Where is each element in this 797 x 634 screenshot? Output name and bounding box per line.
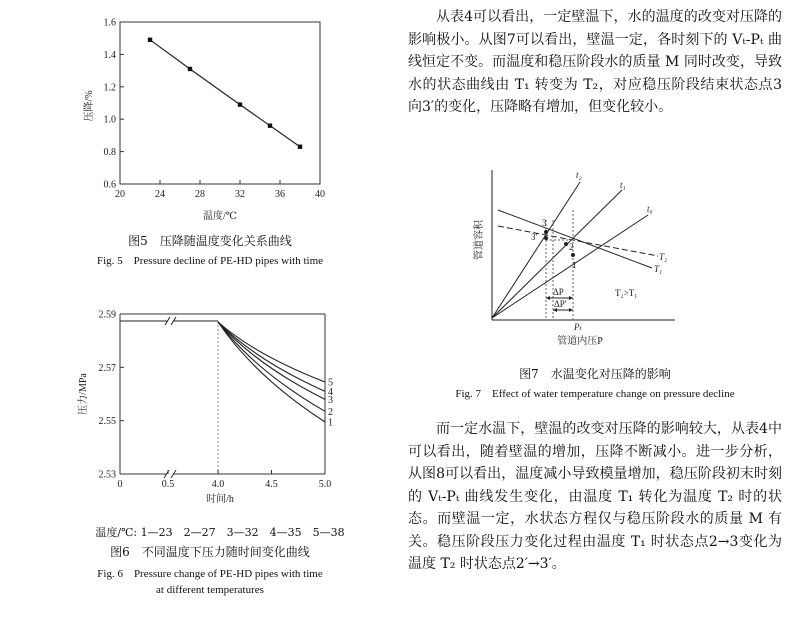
fig6-xtick-label: 4.0: [211, 479, 225, 490]
fig5-ytick-label: 1.2: [103, 82, 116, 94]
fig7-point-1: [571, 253, 575, 257]
fig6-xtick-label: 4.5: [265, 479, 278, 490]
fig5-data-point: [298, 145, 302, 149]
fig7-caption-cn: 图7 水温变化对压降的影响: [519, 367, 671, 381]
fig6-caption-en-2: at different temperatures: [156, 584, 264, 596]
fig6-series-line-4: [218, 322, 325, 391]
fig7-label-Pt: Pₜ: [574, 322, 582, 332]
fig5-ytick-label: 0.8: [103, 147, 116, 159]
fig7-point-3p: [544, 236, 548, 240]
fig7-label-3p: 3′: [531, 232, 538, 242]
fig6-ytick-label: 2.57: [98, 362, 116, 374]
fig6-ytick-label: 2.55: [98, 416, 116, 428]
fig7-label-t1: t₁: [620, 180, 626, 190]
fig6-chart: [70, 300, 370, 512]
paragraph-1: 从表4可以看出，一定壁温下，水的温度的改变对压降的影响极小。从图7可以看出，壁温一定，各时刻下的 Vₜ-Pₜ 曲线恒定不变。而温度和稳压阶段水的质量 M 同时改变，导致水的状态曲线由 T₁ 转变为 T₂，对应稳压阶段结束状态点3向3′的变化，压降略有增加，但变化较小。: [408, 9, 782, 115]
fig5-xtick-label: 40: [315, 189, 325, 200]
fig5-plot-frame: [120, 22, 320, 184]
fig7-ylabel: 管道容积: [474, 220, 485, 260]
fig6-ytick-label: 2.59: [98, 309, 116, 321]
fig7-point-3: [544, 230, 548, 234]
fig5-xtick-label: 28: [195, 189, 205, 200]
fig5-xtick-label: 36: [275, 189, 285, 200]
fig7-label-t0: t₀: [647, 204, 653, 214]
fig5-series-line: [150, 40, 300, 147]
fig7-label-ineq: T₂>T₁: [615, 288, 638, 298]
fig5-data-point: [238, 102, 242, 106]
fig6-series-line-5: [218, 322, 325, 382]
fig7-label-T2: T₂: [659, 252, 668, 262]
fig6-series-label-2: 2: [328, 406, 333, 418]
fig5-xtick-label: 24: [155, 189, 165, 200]
fig7-label-T1: T₁: [654, 264, 663, 274]
fig7-line-t0: [492, 215, 648, 318]
fig6-legend-line: 温度/℃: 1—23 2—27 3—32 4—35 5—38: [95, 526, 345, 539]
fig7-xlabel: 管道内压P: [557, 336, 603, 347]
fig6-series-label-3: 3: [328, 394, 333, 406]
fig5-xtick-label: 32: [235, 189, 245, 200]
fig5-data-point: [188, 67, 192, 71]
fig7-label-t2: t₂: [576, 170, 582, 180]
fig7-label-3: 3: [542, 218, 547, 228]
fig5-ytick-label: 1.0: [103, 114, 116, 126]
fig7-point-2: [564, 242, 568, 246]
fig7-label-2: 2: [569, 242, 574, 252]
fig7-label-dP: ΔP: [553, 287, 564, 297]
fig6-series-label-5: 5: [328, 377, 333, 389]
fig6-series-label-4: 4: [328, 386, 333, 398]
fig5-data-point: [268, 123, 272, 127]
fig5-caption-cn: 图5 压降随温度变化关系曲线: [128, 234, 292, 248]
fig6-xtick-label: 5.0: [318, 479, 332, 490]
fig7-label-dPp: ΔP′: [554, 299, 567, 309]
fig5-xlabel: 温度/℃: [203, 211, 237, 222]
fig5-data-point: [148, 38, 152, 42]
fig7-label-1: 1: [572, 260, 577, 270]
fig5-chart: [70, 8, 370, 230]
fig5-ytick-label: 1.4: [103, 49, 116, 61]
fig6-ylabel: 压力/MPa: [78, 373, 89, 415]
fig6-series-line-3: [218, 322, 325, 399]
fig6-xlabel: 时间/h: [206, 494, 234, 505]
fig5-caption-en: Fig. 5 Pressure decline of PE-HD pipes with time: [96, 255, 324, 267]
fig6-ytick-label: 2.53: [98, 469, 116, 481]
fig5-ylabel: 压降/%: [84, 90, 95, 122]
fig5-xtick-label: 20: [115, 189, 125, 200]
fig6-xtick-label: 0: [117, 479, 123, 490]
fig7-diagram: [470, 160, 690, 360]
fig6-caption-cn: 图6 不同温度下压力随时间变化曲线: [110, 545, 310, 559]
fig5-ytick-label: 1.6: [103, 17, 116, 29]
fig7-curve-T2: [498, 226, 658, 256]
fig6-caption-en-1: Fig. 6 Pressure change of PE-HD pipes with time: [97, 568, 323, 580]
fig6-xtick-label: 0.5: [161, 479, 175, 490]
fig6-series-label-1: 1: [328, 417, 333, 429]
paragraph-2: 而一定水温下，壁温的改变对压降的影响较大，从表4中可以看出，随着壁温的增加，压降不断减小。进一步分析，从图8可以看出，温度减小导致模量增加，稳压阶段初末时刻的 Vₜ-Pₜ 曲线发生变化，由温度 T₁ 转化为温度 T₂ 时的状态。而壁温一定，水状态方程仅与稳压阶段水的质量 M 有关。稳压阶段压力变化过程由温度 T₁ 时状态点2→3变化为温度 T₂ 时状态点2′→3′。: [408, 421, 782, 572]
fig7-caption-en: Fig. 7 Effect of water temperature change on pressure decline: [455, 388, 735, 400]
fig5-ytick-label: 0.6: [103, 179, 116, 191]
